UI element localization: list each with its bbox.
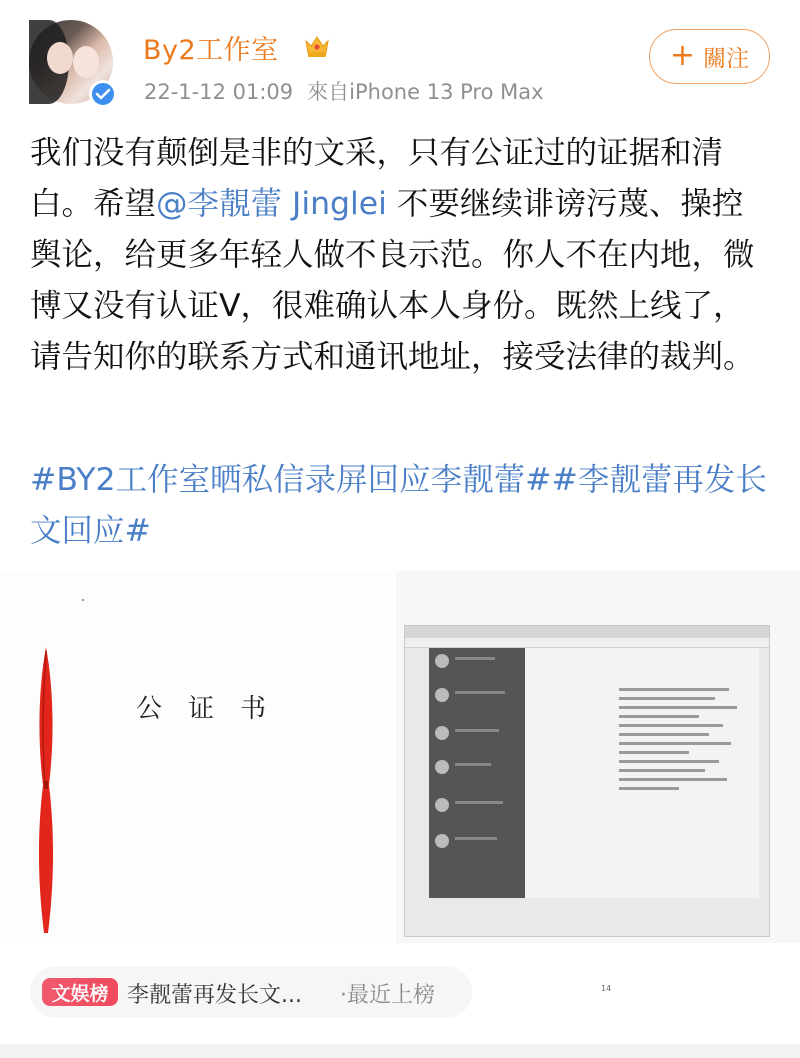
trending-tag[interactable] — [30, 966, 472, 1018]
mention-link[interactable]: @李靚蕾 Jinglei — [156, 186, 387, 222]
page-number: 14 — [601, 984, 612, 993]
post-text-part1: 我们没有颠倒是非的文采，只有公证过的证据和清白。希望 — [30, 135, 724, 222]
avatar[interactable] — [29, 20, 117, 108]
divider — [0, 1044, 800, 1058]
post-source: 來自iPhone 13 Pro Max — [307, 80, 544, 104]
trend-badge: 文娱榜 — [42, 978, 118, 1006]
ribbon-seal — [33, 645, 59, 939]
follow-button[interactable] — [649, 29, 770, 84]
username[interactable]: By2工作室 — [143, 35, 279, 66]
topic-links[interactable]: #BY2工作室晒私信录屏回应李靓蕾##李靓蕾再发长文回应# — [30, 462, 767, 549]
post-image-notary-certificate[interactable] — [0, 571, 394, 943]
notary-title: 公证书 — [136, 694, 293, 724]
scanned-screenshot — [404, 625, 770, 993]
plus-icon: + — [669, 37, 696, 73]
trend-suffix: ·最近上榜 — [340, 983, 435, 1008]
crown-icon — [303, 33, 331, 59]
post-text-part2: 不要继续诽谤污蔑、操控舆论，给更多年轻人做不良示范。你人不在内地，微博又没有认证V，很难确认本人身份。既然上线了，请告知你的联系方式和通讯地址，接受法律的裁判。 — [30, 186, 755, 375]
verified-icon — [89, 80, 117, 108]
follow-label: 關注 — [703, 46, 750, 72]
post-meta — [144, 76, 544, 106]
trend-title: 李靓蕾再发长文... — [127, 983, 302, 1008]
post-image-screenshot[interactable] — [396, 571, 800, 993]
post-text — [30, 128, 770, 383]
post-timestamp: 22-1-12 01:09 — [144, 80, 294, 104]
